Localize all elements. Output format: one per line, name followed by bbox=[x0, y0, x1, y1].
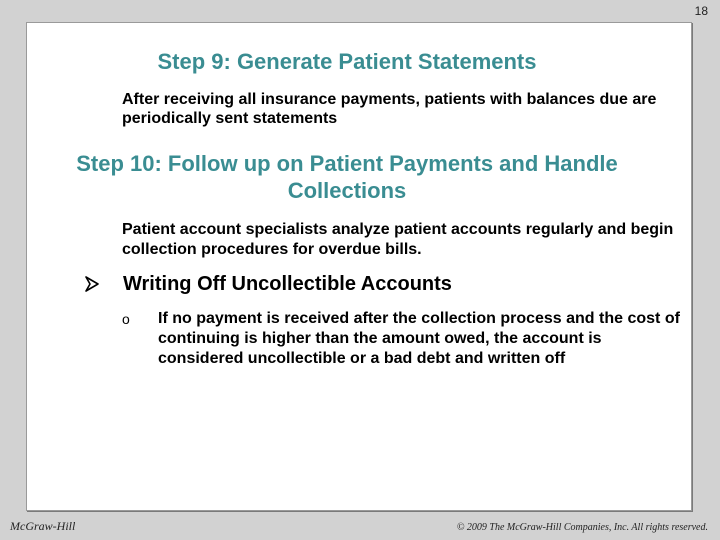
circle-bullet-icon: o bbox=[122, 311, 130, 327]
step-10-title: Step 10: Follow up on Patient Payments and Handle Collections bbox=[76, 151, 618, 203]
step-9-title: Step 9: Generate Patient Statements bbox=[157, 49, 537, 74]
footer-publisher: McGraw-Hill bbox=[10, 519, 76, 533]
step-10-description: Patient account specialists analyze patient accounts regularly and begin collection procedures for overdue bills. bbox=[122, 221, 674, 258]
step-9-description: After receiving all insurance payments, patients with balances due are periodically sent statements bbox=[122, 91, 657, 127]
footer-copyright: © 2009 The McGraw-Hill Companies, Inc. All rights reserved. bbox=[456, 522, 708, 533]
slide-number: 18 bbox=[694, 4, 708, 18]
bullet-item bbox=[85, 271, 675, 297]
slide-content-panel bbox=[26, 22, 692, 511]
sub-bullet-text: If no payment is received after the collection process and the cost of continuing is higher than the amount owed, the account is considered uncollectible or a bad debt and written off bbox=[158, 310, 680, 367]
arrow-bullet-icon bbox=[85, 276, 99, 292]
bullet-heading: Writing Off Uncollectible Accounts bbox=[123, 273, 452, 295]
